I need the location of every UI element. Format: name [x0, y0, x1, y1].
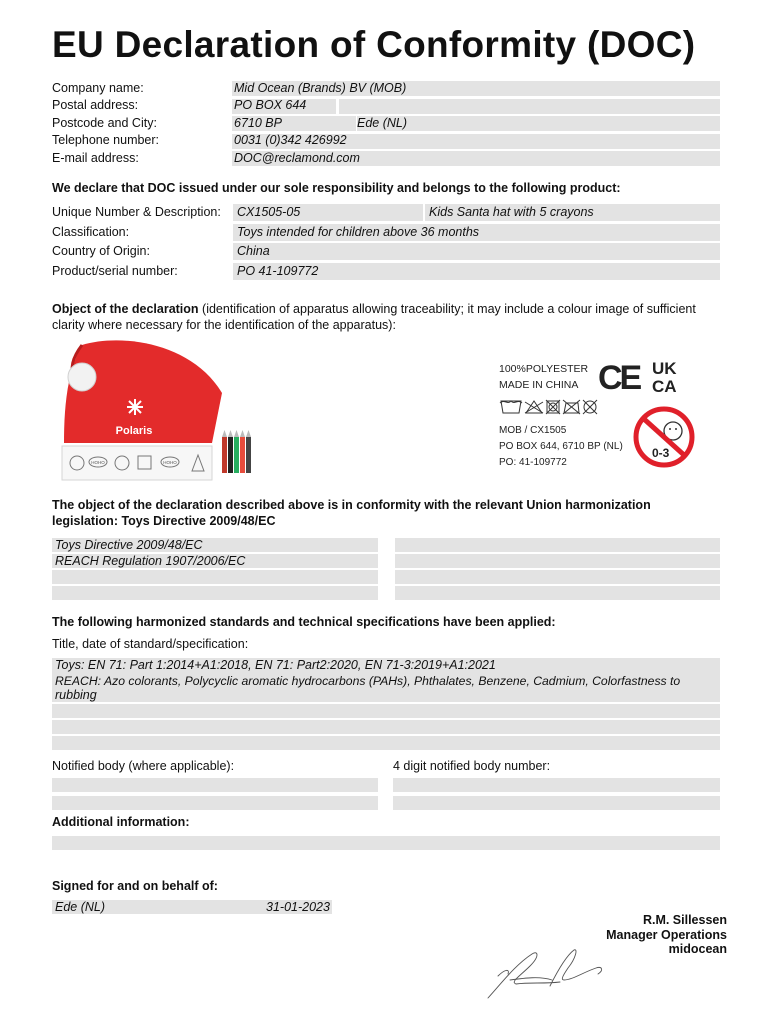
wash-icon	[501, 401, 521, 413]
serial-number-label: Product/serial number:	[52, 264, 178, 278]
classification-label: Classification:	[52, 225, 130, 239]
crayons-image	[222, 430, 251, 473]
conformity-heading-line1: The object of the declaration described above is in conformity with the relevant Union harmonization	[52, 498, 651, 512]
postcode-value: 6710 BP	[234, 116, 282, 130]
hat-band-text-2: HOHO	[163, 460, 177, 465]
standards-line-1: Toys: EN 71: Part 1:2014+A1:2018, EN 71: Part2:2020, EN 71-3:2019+A1:2021	[55, 658, 496, 672]
ce-mark: CE	[598, 359, 640, 397]
po-line-text: PO: 41-109772	[499, 457, 567, 468]
object-description: (identification of apparatus allowing traceability; it may include a colour image of sufficient clarity where necessary for the identification of the apparatus):	[52, 302, 696, 332]
signatory-name: R.M. Sillessen	[642, 913, 727, 927]
hat-brand-text: Polaris	[115, 425, 153, 437]
product-images	[52, 333, 722, 483]
legislation-field-8[interactable]	[395, 586, 720, 600]
serial-number-value: PO 41-109772	[237, 264, 319, 278]
unique-number-value: CX1505-05	[237, 205, 301, 219]
notified-body-label: Notified body (where applicable):	[52, 759, 235, 773]
signatory-company: midocean	[668, 942, 727, 956]
signatory-role: Manager Operations	[606, 928, 727, 942]
legislation-field-4[interactable]	[52, 586, 378, 600]
legislation-field-6[interactable]	[395, 554, 720, 568]
classification-value: Toys intended for children above 36 months	[237, 225, 480, 239]
country-origin-field[interactable]	[233, 243, 720, 260]
description-value: Kids Santa hat with 5 crayons	[429, 205, 594, 219]
notified-number-label: 4 digit notified body number:	[393, 759, 551, 773]
notified-number-field-1[interactable]	[393, 778, 720, 792]
object-heading: Object of the declaration	[52, 302, 199, 316]
standards-line-2: REACH: Azo colorants, Polycyclic aromatic hydrocarbons (PAHs), Phthalates, Benzene, Cadmium, Colorfastness to	[55, 674, 681, 688]
city-field[interactable]	[357, 116, 720, 131]
standards-field-2[interactable]	[52, 704, 720, 718]
age-warning-icon	[636, 409, 692, 465]
country-origin-value: China	[237, 244, 270, 258]
care-symbols	[500, 400, 597, 414]
legislation-item-2: REACH Regulation 1907/2006/EC	[55, 554, 246, 568]
mob-line-text: MOB / CX1505	[499, 425, 567, 436]
santa-hat-image	[62, 340, 251, 480]
postal-address-field-extra[interactable]	[339, 99, 720, 114]
signed-date-value: 31-01-2023	[266, 900, 330, 914]
notified-body-field-1[interactable]	[52, 778, 378, 792]
legislation-field-3[interactable]	[52, 570, 378, 584]
notified-number-field-2[interactable]	[393, 796, 720, 810]
ukca-mark-bottom: CA	[652, 377, 677, 396]
hat-band-text: HOHO	[91, 460, 105, 465]
object-of-declaration	[52, 301, 724, 333]
signed-place-value: Ede (NL)	[55, 900, 106, 914]
standards-line-3: rubbing	[55, 688, 97, 702]
postal-address-value: PO BOX 644	[234, 98, 307, 112]
email-label: E-mail address:	[52, 151, 139, 165]
standards-subheading: Title, date of standard/specification:	[52, 637, 249, 651]
legislation-field-5[interactable]	[395, 538, 720, 552]
additional-info-heading: Additional information:	[52, 815, 190, 829]
standards-heading: The following harmonized standards and technical specifications have been applied:	[52, 615, 556, 629]
country-origin-label: Country of Origin:	[52, 244, 150, 258]
legislation-item-1: Toys Directive 2009/48/EC	[55, 538, 203, 552]
postcode-city-label: Postcode and City:	[52, 116, 157, 130]
notified-body-field-2[interactable]	[52, 796, 378, 810]
signed-heading: Signed for and on behalf of:	[52, 879, 218, 893]
telephone-label: Telephone number:	[52, 133, 160, 147]
page-title: EU Declaration of Conformity (DOC)	[52, 24, 696, 65]
material-text: 100%POLYESTER	[499, 363, 589, 375]
conformity-heading-line2: legislation: Toys Directive 2009/48/EC	[52, 514, 276, 528]
ukca-mark-top: UK	[652, 359, 677, 378]
handwritten-signature	[480, 940, 610, 1002]
telephone-value: 0031 (0)342 426992	[234, 133, 347, 147]
address-line-text: PO BOX 644, 6710 BP (NL)	[499, 441, 623, 452]
product-label-image	[499, 359, 692, 468]
company-name-label: Company name:	[52, 81, 144, 95]
age-warning-text: 0-3	[652, 446, 670, 460]
postal-address-label: Postal address:	[52, 98, 139, 112]
product-images-svg	[52, 333, 722, 483]
additional-info-field[interactable]	[52, 836, 720, 850]
email-value: DOC@reclamond.com	[234, 151, 360, 165]
legislation-field-7[interactable]	[395, 570, 720, 584]
standards-field-3[interactable]	[52, 720, 720, 734]
company-name-value: Mid Ocean (Brands) BV (MOB)	[234, 81, 407, 95]
declaration-heading: We declare that DOC issued under our sole responsibility and belongs to the following product:	[52, 181, 621, 195]
city-value: Ede (NL)	[357, 116, 408, 130]
made-in-text: MADE IN CHINA	[499, 379, 579, 391]
unique-number-label: Unique Number & Description:	[52, 205, 221, 219]
standards-field-4[interactable]	[52, 736, 720, 750]
